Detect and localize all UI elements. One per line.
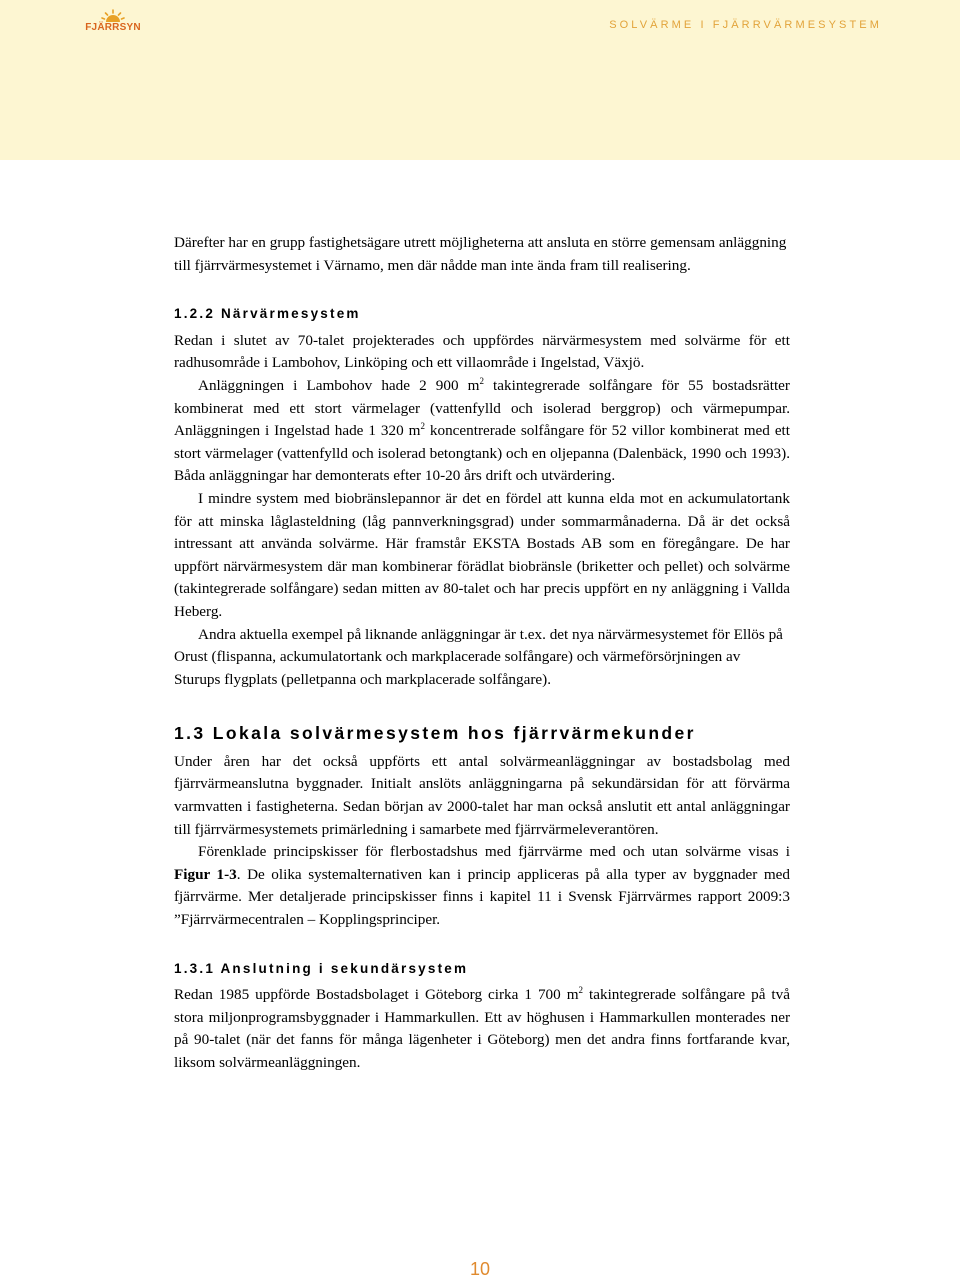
header-band — [0, 0, 960, 160]
text-run: takintegrerade solfångare på två stora miljonprogramsbyggnader i Hammarkullen. Ett av höghusen i Hammarkullen monterades ner på 90-talet (när det fanns för många lägenheter i Göteborg) men det andra finns fortfarande kvar, liksom solvärmeanläggningen. — [174, 986, 790, 1071]
logo-text: FJÄRRSYN — [85, 22, 141, 33]
superscript: 2 — [420, 421, 425, 432]
superscript: 2 — [578, 985, 584, 996]
text-run: takintegrerade solfångare för 55 bostadsrätter kombinerat med ett stort värmelager (vattenfylld och isolerad berggrop) och värmepumpar. Anläggningen i Ingelstad hade 1 320 m — [174, 376, 790, 440]
sun-icon — [78, 9, 148, 23]
section-heading-1-3: 1.3 Lokala solvärmesystem hos fjärrvärmekunder — [174, 723, 696, 744]
document-body — [174, 232, 790, 1075]
s13-paragraph-2 — [174, 841, 790, 931]
s122-paragraph-4: Andra aktuella exempel på liknande anläggningar är t.ex. det nya närvärmesystemet för Ellös på Orust (flispanna, ackumulatortank och markplacerade solfångare) och värmeförsörjningen av Sturups flygplats (pelletpanna och markplacerade solfångare). — [174, 625, 783, 688]
text-run: Redan 1985 uppförde Bostadsbolaget i Göteborg cirka 1 700 m — [174, 986, 579, 1004]
section-heading-1-3-1: 1.3.1 Anslutning i sekundärsystem — [174, 960, 469, 976]
header-title: SOLVÄRME I FJÄRRVÄRMESYSTEM — [609, 19, 882, 31]
intro-paragraph: Därefter har en grupp fastighetsägare utrett möjligheterna att ansluta en större gemensam anläggning till fjärrvärmesystemet i Värnamo, men där nådde man inte ända fram till realisering. — [174, 234, 787, 274]
s122-paragraph-2 — [174, 375, 790, 488]
page-number: 10 — [469, 1259, 491, 1279]
text-run: Förenklade principskisser för flerbostadshus med fjärrvärme med och utan solvärme visas i — [198, 843, 790, 861]
fjarrsyn-logo — [78, 9, 148, 39]
s122-paragraph-1: Redan i slutet av 70-talet projekterades och uppfördes närvärmesystem med solvärme för ett radhusområde i Lambohov, Linköping och ett villaområde i Ingelstad, Växjö. — [174, 331, 790, 372]
s13-paragraph-1: Under åren har det också uppförts ett antal solvärmeanläggningar av bostadsbolag med fjärrvärmeanslutna byggnader. Initialt anslöts anläggningarna på sekundärsidan för att förvärma varmvatten i fastigheterna. Sedan början av 2000-talet har man också anslutit ett antal anläggningar till fjärrvärmesystemets primärledning i samarbete med fjärrvärmeleverantören. — [174, 752, 790, 838]
text-run: Anläggningen i Lambohov hade 2 900 m — [198, 376, 480, 394]
s131-paragraph-1 — [174, 984, 790, 1074]
text-run: koncentrerade solfångare för 52 villor kombinerat med ett stort värmelager (vattenfylld och isolerad betongtank) och en oljepanna (Dalenbäck, 1990 och 1993). Båda anläggningar har demonterats efter 10-20 års drift och utvärdering. — [174, 422, 790, 485]
section-heading-1-2-2: 1.2.2 Närvärmesystem — [174, 306, 361, 322]
text-run: . De olika systemalternativen kan i princip appliceras på alla typer av byggnader med fjärrvärme. Mer detaljerade principskisser finns i kapitel 11 i Svensk Fjärrvärmes rapport 2009:3 ”Fjärrvärmecentralen – Kopplingsprinciper. — [174, 865, 790, 929]
superscript: 2 — [479, 375, 484, 386]
s122-paragraph-3: I mindre system med biobränslepannor är det en fördel att kunna elda mot en ackumulatortank för att minska låglasteldning (låg pannverkningsgrad) under sommarmånaderna. Då är det också intressant att använda solvärme. Här framstår EKSTA Bostads AB som en föregångare. De har uppfört närvärmesystem där man kombinerar förädlat biobränsle (briketter och pellet) och solvärme (takintegrerade solfångare) sedan mitten av 80-talet och har precis uppfört en ny anläggning i Vallda Heberg. — [174, 489, 790, 620]
figure-reference: Figur 1-3 — [174, 865, 237, 883]
